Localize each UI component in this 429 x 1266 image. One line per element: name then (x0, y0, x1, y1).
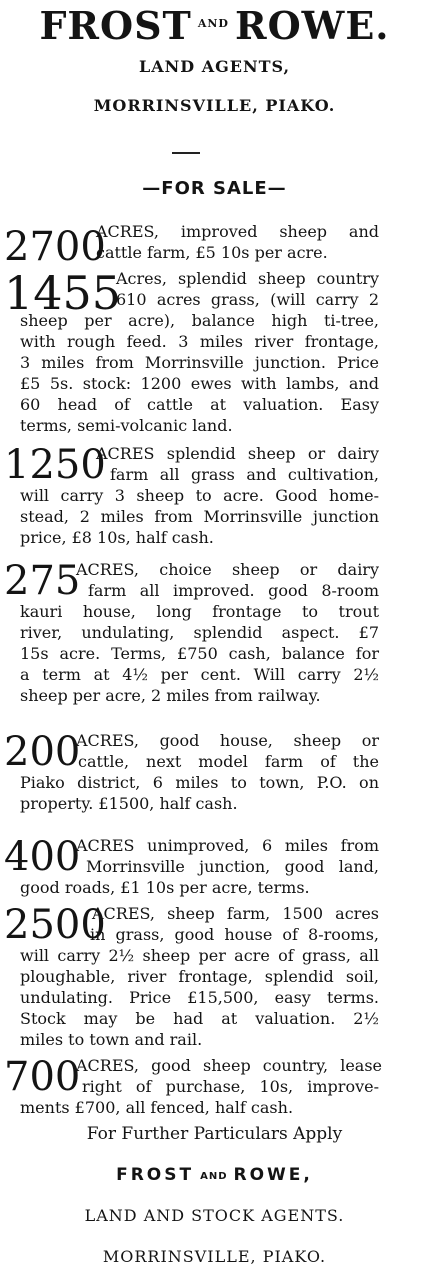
divider-rule (172, 152, 200, 154)
footer-address: MORRINSVILLE, PIAKO. (102, 1247, 327, 1266)
listing-line: Morrinsville junction, good land, (86, 857, 379, 876)
listing-line: kauri house, long frontage to trout (20, 602, 379, 621)
listing-acres: 2700 (4, 224, 106, 270)
firm-role: LAND AGENTS, (138, 57, 291, 76)
listing-line: cattle farm, £5 10s per acre. (96, 243, 328, 262)
listing-line: sheep per acre, 2 miles from railway. (20, 686, 321, 705)
listing-line: sheep per acre), balance high ti-tree, (20, 311, 379, 330)
listing-line: terms, semi-volcanic land. (20, 416, 233, 435)
footer-role: LAND AND STOCK AGENTS. (84, 1206, 345, 1225)
listing-line: property. £1500, half cash. (20, 794, 238, 813)
listing-line: farm all improved. good 8-room (88, 581, 379, 600)
listing-acres: 200 (4, 729, 81, 775)
footer-apply: For Further Particulars Apply (86, 1124, 343, 1144)
listing-line: river, undulating, splendid aspect. £7 (20, 623, 379, 642)
firm-name-frost: FROST (39, 3, 192, 48)
listing-line: in grass, good house of 8-rooms, (90, 925, 379, 944)
listing-line: ACRES, choice sheep or dairy (76, 560, 379, 579)
footer-firm-and: AND (200, 1171, 228, 1182)
listing-line: 60 head of cattle at valuation. Easy (20, 395, 379, 414)
footer-firm-rowe: ROWE, (233, 1165, 313, 1185)
footer-firm-frost: FROST (116, 1165, 195, 1185)
listing-acres: 2500 (4, 902, 106, 948)
listing-line: ments £700, all fenced, half cash. (20, 1098, 294, 1117)
listing-line: ACRES splendid sheep or dairy (96, 444, 379, 463)
listing-line: ACRES, good house, sheep or (76, 731, 379, 750)
listing-line: right of purchase, 10s, improve- (82, 1077, 379, 1096)
listing-line: ACRES, sheep farm, 1500 acres (92, 904, 379, 923)
listing-line: farm all grass and cultivation, (110, 465, 379, 484)
listing-acres: 700 (4, 1054, 81, 1100)
listing-line: Stock may be had at valuation. 2½ (20, 1009, 379, 1028)
section-title: —FOR SALE— (142, 178, 287, 199)
listing-line: will carry 2½ sheep per acre of grass, all (20, 946, 379, 965)
listing-line: 3 miles from Morrinsville junction. Price (20, 353, 379, 372)
footer-firm-name (0, 1165, 429, 1185)
listing-line: miles to town and rail. (20, 1030, 203, 1049)
listing-line: with rough feed. 3 miles river frontage, (20, 332, 379, 351)
listing-acres: 400 (4, 834, 81, 880)
listing-line: ACRES unimproved, 6 miles from (76, 836, 379, 855)
listing-acres: 1455 (4, 266, 122, 320)
listing-line: £5 5s. stock: 1200 ewes with lambs, and (20, 374, 379, 393)
listing-line: undulating. Price £15,500, easy terms. (20, 988, 379, 1007)
listing-line: good roads, £1 10s per acre, terms. (20, 878, 310, 897)
firm-title (0, 2, 429, 48)
listing-line: stead, 2 miles from Morrinsville junction (20, 507, 379, 526)
listing-line: cattle, next model farm of the (78, 752, 379, 771)
listing-acres: 275 (4, 558, 81, 604)
listing-line: Acres, splendid sheep country (116, 269, 379, 288)
firm-name-and: AND (197, 17, 229, 30)
listing-line: ACRES, good sheep country, lease (76, 1056, 382, 1075)
listing-line: a term at 4½ per cent. Will carry 2½ (20, 665, 379, 684)
listing-line: Piako district, 6 miles to town, P.O. on (20, 773, 379, 792)
firm-address: MORRINSVILLE, PIAKO. (93, 96, 336, 115)
listing-line: ACRES, improved sheep and (96, 222, 379, 241)
listing-line: price, £8 10s, half cash. (20, 528, 214, 547)
listing-line: will carry 3 sheep to acre. Good home- (20, 486, 379, 505)
listing-line: 15s acre. Terms, £750 cash, balance for (20, 644, 379, 663)
listing-acres: 1250 (4, 442, 106, 488)
listing-line: 610 acres grass, (will carry 2 (116, 290, 379, 309)
listing-line: ploughable, river frontage, splendid soil, (20, 967, 379, 986)
firm-name-rowe: ROWE. (234, 3, 390, 48)
